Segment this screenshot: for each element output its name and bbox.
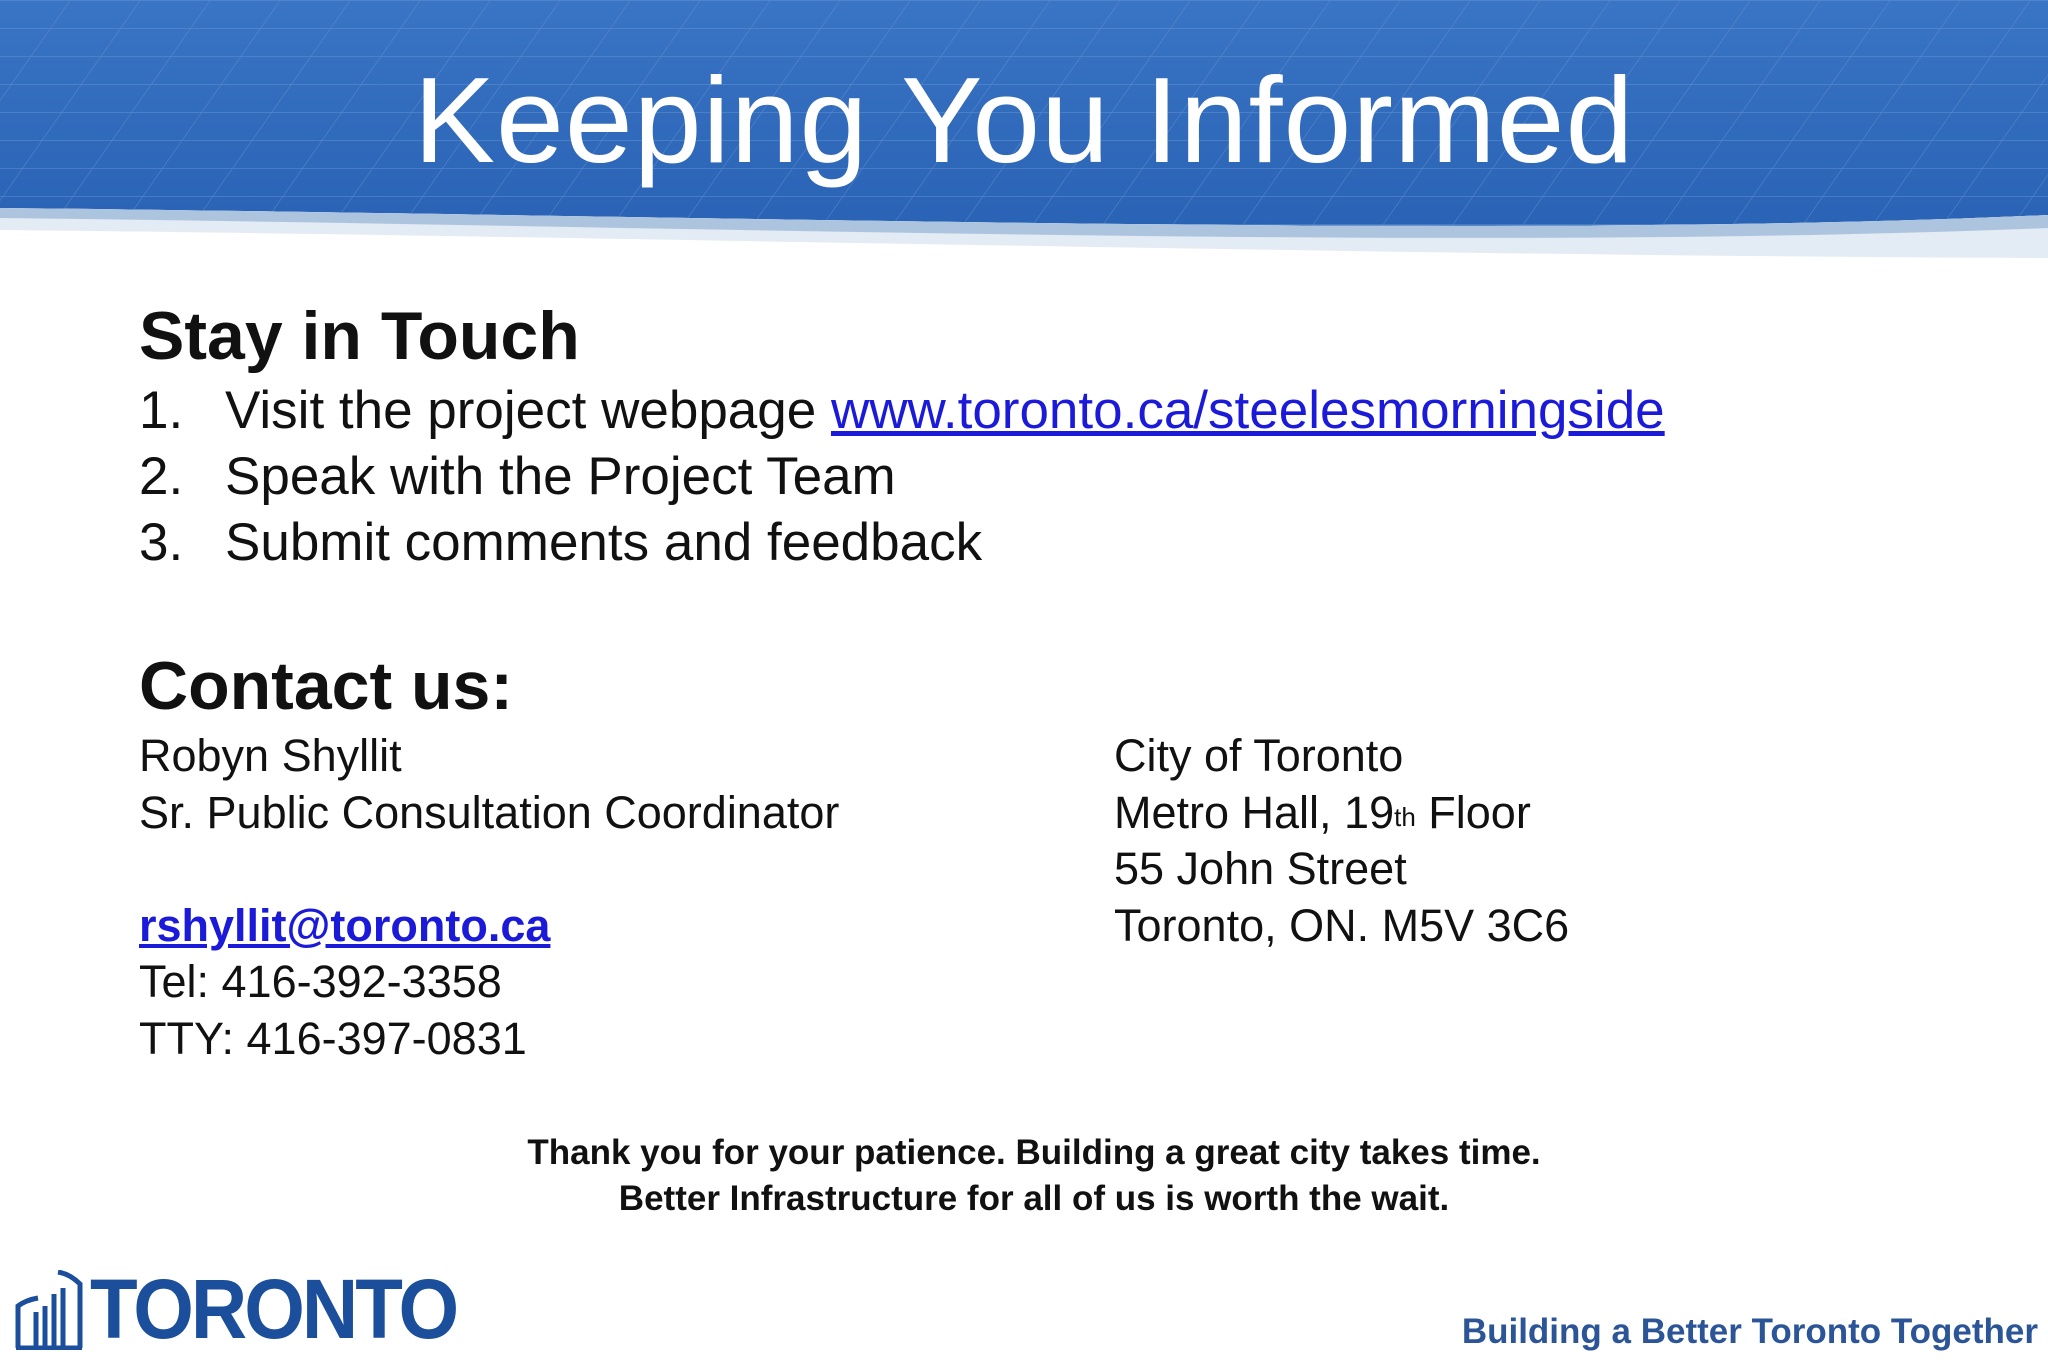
- email-link[interactable]: rshyllit@toronto.ca: [139, 899, 551, 951]
- thank-you-message: [0, 1130, 2048, 1222]
- contact-name: Robyn Shyllit: [139, 730, 402, 781]
- step-number: 3.: [139, 513, 184, 572]
- tel-line: Tel: 416-392-3358: [139, 956, 502, 1007]
- step-number: 2.: [139, 447, 184, 506]
- address-block: [1114, 728, 1569, 954]
- address-org: City of Toronto: [1114, 730, 1404, 781]
- step-item: [139, 444, 1665, 510]
- step-text: Speak with the Project Team: [225, 447, 896, 506]
- floor-suffix: Floor: [1415, 786, 1531, 838]
- address-street: 55 John Street: [1114, 843, 1407, 894]
- step-number: 1.: [139, 381, 184, 440]
- contact-role: Sr. Public Consultation Coordinator: [139, 786, 840, 838]
- toronto-logo: [14, 1261, 457, 1357]
- step-item: [139, 378, 1665, 444]
- email-line: [139, 898, 839, 955]
- address-floor: [1114, 785, 1569, 842]
- step-item: [139, 510, 1665, 576]
- stay-in-touch-heading: Stay in Touch: [139, 298, 580, 374]
- step-text: Submit comments and feedback: [225, 513, 983, 572]
- steps-list: [139, 378, 1665, 576]
- address-city: Toronto, ON. M5V 3C6: [1114, 899, 1570, 951]
- step-text: Visit the project webpage: [225, 381, 831, 440]
- floor-prefix: Metro Hall, 19: [1114, 786, 1395, 838]
- spacer: [139, 841, 839, 898]
- floor-ordinal: th: [1394, 801, 1416, 832]
- toronto-wordmark: TORONTO: [90, 1261, 457, 1357]
- thanks-line-2: Better Infrastructure for all of us is worth the wait.: [618, 1179, 1450, 1218]
- contact-person-block: [139, 728, 839, 1067]
- contact-us-heading: Contact us:: [139, 648, 513, 724]
- city-hall-icon: [14, 1270, 84, 1350]
- slide-title: Keeping You Informed: [413, 52, 1635, 188]
- tty-line: TTY: 416-397-0831: [139, 1012, 527, 1064]
- thanks-line-1: Thank you for your patience. Building a great city takes time.: [527, 1133, 1541, 1172]
- tagline: Building a Better Toronto Together: [1461, 1312, 2038, 1351]
- project-webpage-link[interactable]: www.toronto.ca/steelesmorningside: [830, 381, 1665, 440]
